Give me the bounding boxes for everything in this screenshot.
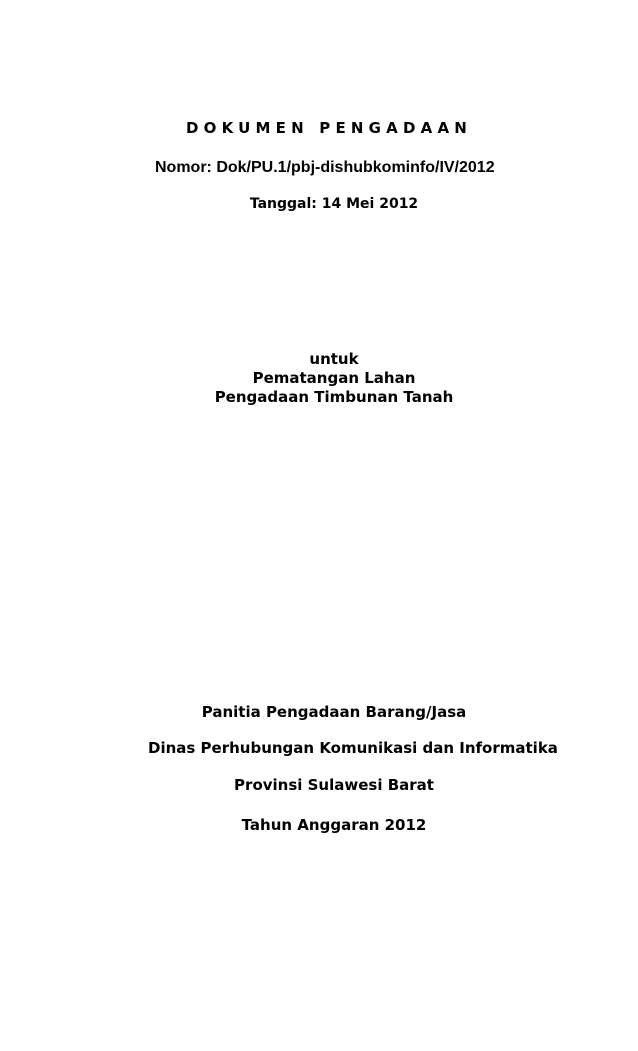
document-title: DOKUMEN PENGADAAN (185, 119, 473, 137)
document-number: Nomor: Dok/PU.1/pbj-dishubkominfo/IV/2012 (155, 159, 495, 176)
province-name: Provinsi Sulawesi Barat (234, 776, 434, 794)
fiscal-year: Tahun Anggaran 2012 (241, 816, 427, 834)
purpose-line-untuk: untuk (309, 350, 359, 368)
purpose-line-package: Pengadaan Timbunan Tanah (214, 388, 454, 406)
purpose-line-project: Pematangan Lahan (252, 369, 416, 387)
document-date: Tanggal: 14 Mei 2012 (249, 196, 419, 212)
purpose-block (0, 350, 638, 407)
agency-name: Dinas Perhubungan Komunikasi dan Informatika (148, 739, 558, 757)
committee-name: Panitia Pengadaan Barang/Jasa (201, 703, 467, 721)
